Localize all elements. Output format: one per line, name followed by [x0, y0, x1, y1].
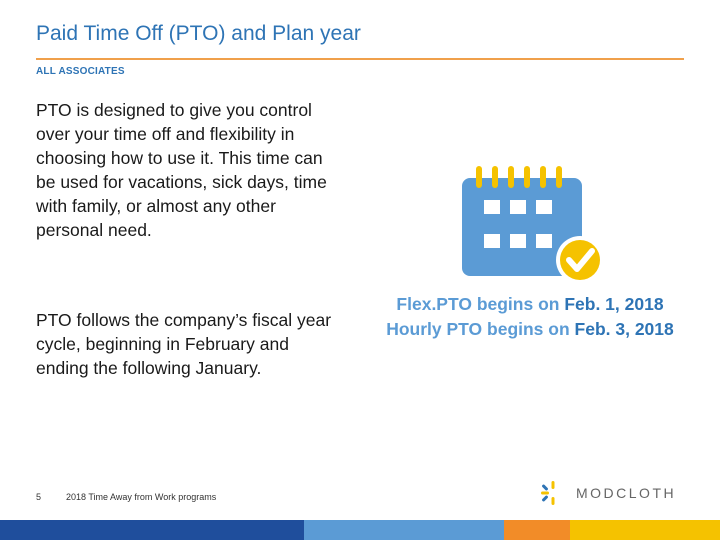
hourly-pto-date: Feb. 3, 2018 [574, 319, 674, 339]
color-bar-orange [504, 520, 570, 540]
title-divider [36, 58, 684, 60]
pto-start-dates [360, 292, 700, 342]
hourly-pto-start [360, 317, 700, 342]
page-title: Paid Time Off (PTO) and Plan year [36, 22, 361, 45]
pto-description-paragraph: PTO is designed to give you control over your time off and flexibility in choosing how to use it. This time can be used for vacations, sick days, time with family, or almost any other personal need. [36, 100, 327, 240]
flex-pto-start [360, 292, 700, 317]
calendar-check-icon [462, 164, 610, 286]
color-bar-light-blue [304, 520, 504, 540]
color-bar-navy [0, 520, 304, 540]
footer-doc-title: 2018 Time Away from Work programs [66, 492, 217, 502]
color-bar-gold [570, 520, 720, 540]
flex-pto-label: Flex.PTO begins on [396, 294, 565, 314]
audience-label: ALL ASSOCIATES [36, 66, 125, 77]
flex-pto-date: Feb. 1, 2018 [564, 294, 664, 314]
plan-year-paragraph: PTO follows the company’s fiscal year cycle, beginning in February and ending the following January. [36, 310, 332, 378]
footer-color-bar [0, 520, 720, 540]
modcloth-logo [540, 478, 690, 508]
hourly-pto-label: Hourly PTO begins on [386, 319, 575, 339]
page-number: 5 [36, 492, 42, 502]
spark-icon [540, 480, 566, 506]
logo-wordmark: MODCLOTH [576, 485, 677, 501]
